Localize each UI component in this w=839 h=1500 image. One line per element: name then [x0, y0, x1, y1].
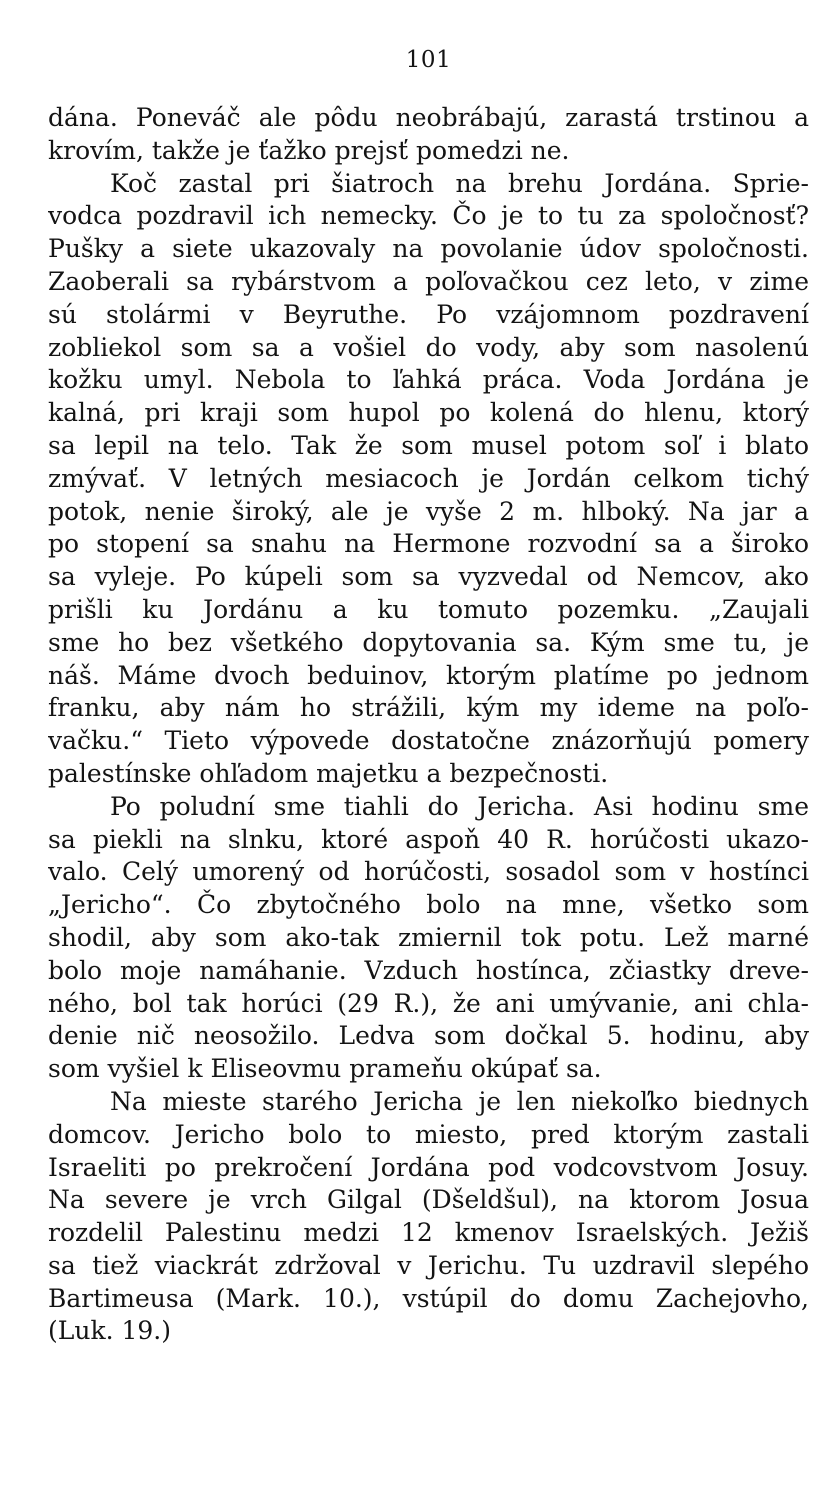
- text-line: franku, aby nám ho strážili, kým my ideme na poľo-: [48, 693, 809, 723]
- text-line: zobliekol som sa a vošiel do vody, aby som nasolenú: [48, 332, 809, 362]
- text-line: vačku.“ Tieto výpovede dostatočne znázorňujú pomery: [48, 726, 809, 756]
- text-line: krovím, takže je ťažko prejsť pomedzi ne.: [48, 135, 570, 165]
- text-line: vodca pozdravil ich nemecky. Čo je to tu za spoločnosť?: [48, 201, 809, 231]
- text-line: valo. Celý umorený od horúčosti, sosadol som v hostínci: [48, 857, 809, 887]
- text-line: zmývať. V letných mesiacoch je Jordán celkom tichý: [48, 463, 809, 493]
- text-line: Po poludní sme tiahli do Jericha. Asi hodinu sme: [110, 791, 809, 821]
- text-line: palestínske ohľadom majetku a bezpečnosti.: [48, 758, 609, 788]
- text-line: kožku umyl. Nebola to ľahká práca. Voda Jordána je: [48, 365, 809, 395]
- text-line: prišli ku Jordánu a ku tomuto pozemku. „Zaujali: [48, 594, 809, 624]
- text-line: Bartimeusa (Mark. 10.), vstúpil do domu Zachejovho,: [48, 1283, 809, 1313]
- text-line: domcov. Jericho bolo to miesto, pred ktorým zastali: [48, 1119, 809, 1149]
- text-line: náš. Máme dvoch beduinov, ktorým platíme po jednom: [48, 660, 809, 690]
- text-line: potok, nenie široký, ale je vyše 2 m. hlboký. Na jar a: [48, 496, 809, 526]
- text-line: denie nič neosožilo. Ledva som dočkal 5. hodinu, aby: [48, 1021, 809, 1051]
- text-line: ného, bol tak horúci (29 R.), že ani umývanie, ani chla-: [48, 988, 809, 1018]
- paragraph-4: [48, 1086, 809, 1348]
- text-line: kalná, pri kraji som hupol po kolená do hlenu, ktorý: [48, 398, 809, 428]
- paragraph-3: [48, 791, 809, 1086]
- text-line: sa vyleje. Po kúpeli som sa vyzvedal od Nemcov, ako: [48, 562, 809, 592]
- text-line: (Luk. 19.): [48, 1316, 172, 1346]
- book-page: [48, 40, 809, 1348]
- text-line: Pušky a siete ukazovaly na povolanie údov spoločnosti.: [48, 234, 809, 264]
- text-line: sa tiež viackrát zdržoval v Jerichu. Tu uzdravil slepého: [48, 1250, 809, 1280]
- text-line: dána. Poneváč ale pôdu neobrábajú, zarastá trstinou a: [48, 103, 809, 132]
- text-line: Israeliti po prekročení Jordána pod vodcovstvom Josuy.: [48, 1152, 809, 1182]
- text-line: Na mieste starého Jericha je len niekoľko biednych: [110, 1086, 809, 1116]
- text-line: „Jericho“. Čo zbytočného bolo na mne, všetko som: [48, 890, 809, 920]
- text-line: Koč zastal pri šiatroch na brehu Jordána. Sprie-: [110, 168, 809, 198]
- text-line: sme ho bez všetkého dopytovania sa. Kým sme tu, je: [48, 627, 809, 657]
- text-line: Zaoberali sa rybárstvom a poľovačkou cez leto, v zime: [48, 266, 809, 296]
- paragraph-1: [48, 102, 809, 168]
- paragraph-2: [48, 168, 809, 791]
- text-line: sa lepil na telo. Tak že som musel potom soľ i blato: [48, 430, 809, 460]
- text-line: sa piekli na slnku, ktoré aspoň 40 R. horúčosti ukazo-: [48, 824, 809, 854]
- text-line: shodil, aby som ako-tak zmiernil tok potu. Lež marné: [48, 922, 809, 952]
- page-number: 101: [405, 47, 452, 73]
- text-line: Na severe je vrch Gilgal (Dšeldšul), na ktorom Josua: [48, 1185, 809, 1215]
- text-line: bolo moje namáhanie. Vzduch hostínca, zčiastky dreve-: [48, 955, 809, 985]
- text-line: sú stolármi v Beyruthe. Po vzájomnom pozdravení: [48, 299, 809, 329]
- text-line: som vyšiel k Eliseovmu prameňu okúpať sa.: [48, 1054, 602, 1084]
- text-line: rozdelil Palestinu medzi 12 kmenov Israelských. Ježiš: [48, 1218, 809, 1248]
- text-line: po stopení sa snahu na Hermone rozvodní sa a široko: [48, 529, 809, 559]
